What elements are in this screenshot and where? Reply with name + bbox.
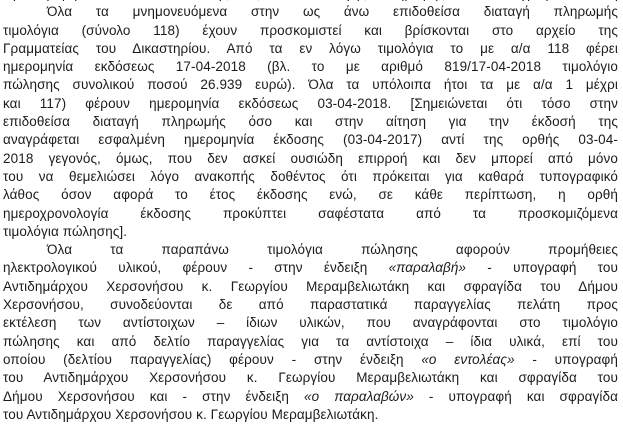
text-segment: Όλα τα μνημονευόμενα στην ως άνω επιδοθείσα διαταγή πληρωμής bbox=[47, 4, 618, 20]
text-segment: πώλησης και από δελτίο παραγγελίας για τα αντίστοιχα – ίδια υλικά, επί του bbox=[3, 333, 618, 349]
text-segment bbox=[3, 0, 618, 1]
document-text-block bbox=[3, 0, 618, 424]
text-segment: 2018 γεγονός, όμως, που δεν ασκεί ουσιώδη επιρροή και δεν μπορεί από μόνο bbox=[3, 150, 618, 166]
paragraph-1-line-2 bbox=[3, 22, 618, 40]
text-segment: Αντιδημάρχου Χερσονήσου κ. Γεωργίου Μεραμβελιωτάκη και σφραγίδα του Δήμου bbox=[3, 278, 618, 294]
text-segment: τιμολόγια (σύνολο 118) έχουν προσκομιστεί και βρίσκονται στο αρχείο της bbox=[3, 22, 618, 38]
text-segment: του να θεμελιώσει λόγο ανακοπής δοθέντος ότι πρόκειται για καθαρά τυπογραφικό bbox=[3, 168, 618, 184]
paragraph-2-line-8 bbox=[3, 369, 618, 387]
text-segment: Γραμματείας του Δικαστηρίου. Από τα εν λόγω τιμολόγια το με α/α 118 φέρει bbox=[3, 40, 618, 56]
paragraph-1-line-6 bbox=[3, 95, 618, 113]
text-segment: Δήμου Χερσονήσου και - στην ένδειξη bbox=[3, 388, 305, 404]
paragraph-1-line-12 bbox=[3, 205, 618, 223]
text-segment: πώλησης συνολικού ποσού 26.939 ευρώ). Όλα τα υπόλοιπα ήτοι τα με α/α 1 μέχρι bbox=[3, 77, 618, 93]
text-segment: Όλα τα παραπάνω τιμολόγια πώλησης αφορούν προμήθειες bbox=[47, 242, 618, 258]
text-segment: τιμολόγια πώλησης]. bbox=[3, 223, 128, 239]
text-segment: ημεροχρονολογία έκδοσης προκύπτει σαφέστατα από τα προσκομιζόμενα bbox=[3, 205, 618, 221]
italic-quoted-phrase: «παραλαβή» bbox=[388, 260, 467, 276]
text-segment: ημερομηνία εκδόσεως 17-04-2018 (βλ. το με αριθμό 819/17-04-2018 τιμολόγιο bbox=[3, 59, 618, 75]
paragraph-1-line-1 bbox=[3, 3, 618, 21]
paragraph-1-line-7 bbox=[3, 113, 618, 131]
text-segment: Χερσονήσου, συνοδεύονται δε από παραστατικά παραγγελίας πελάτη προς bbox=[3, 297, 618, 313]
text-segment: - υπογραφή bbox=[514, 351, 618, 367]
paragraph-1-line-10 bbox=[3, 168, 618, 186]
paragraph-1-line-5 bbox=[3, 76, 618, 94]
paragraph-2-line-10 bbox=[3, 406, 618, 424]
text-segment: - υπογραφή και σφραγίδα bbox=[413, 388, 618, 404]
paragraph-2-line-5 bbox=[3, 314, 618, 332]
text-segment: αναγράφεται εσφαλμένη ημερομηνία έκδοσης (03-04-2017) αντί της ορθής 03-04- bbox=[3, 132, 618, 148]
text-segment: ηλεκτρολογικού υλικού, φέρουν - στην ένδειξη bbox=[3, 260, 389, 276]
text-segment: λάθος όσον αφορά το έτος έκδοσης ενώ, σε κάθε περίπτωση, η ορθή bbox=[3, 187, 618, 203]
paragraph-1-line-9 bbox=[3, 150, 618, 168]
paragraph-2-line-2 bbox=[3, 259, 618, 277]
text-segment: του Αντιδημάρχου Χερσονήσου κ. Γεωργίου Μεραμβελιωτάκη. bbox=[3, 406, 379, 422]
text-segment: οποίου (δελτίου παραγγελίας) φέρουν - στην ένδειξη bbox=[3, 351, 422, 367]
paragraph-2-line-7 bbox=[3, 351, 618, 369]
text-segment: του Αντιδημάρχου Χερσονήσου κ. Γεωργίου Μεραμβελιωτάκη και σφραγίδα του bbox=[3, 370, 618, 386]
paragraph-1-line-11 bbox=[3, 186, 618, 204]
paragraph-2-line-6 bbox=[3, 333, 618, 351]
paragraph-1-line-8 bbox=[3, 131, 618, 149]
paragraph-2-line-1 bbox=[3, 241, 618, 259]
paragraph-1-line-4 bbox=[3, 58, 618, 76]
paragraph-2-line-4 bbox=[3, 296, 618, 314]
paragraph-1-line-3 bbox=[3, 40, 618, 58]
text-segment: - υπογραφή του bbox=[466, 260, 619, 276]
text-segment: και 117) φέρουν ημερομηνία εκδόσεως 03-04-2018. [Σημειώνεται ότι τόσο στην bbox=[3, 95, 618, 111]
paragraph-2-line-9 bbox=[3, 388, 618, 406]
paragraph-1-line-13 bbox=[3, 223, 618, 241]
text-segment: επιδοθείσα διαταγή πληρωμής όσο και στην αίτηση για την έκδοσή της bbox=[3, 114, 618, 130]
italic-quoted-phrase: «ο παραλαβών» bbox=[304, 388, 414, 404]
italic-quoted-phrase: «ο εντολέας» bbox=[421, 351, 515, 367]
paragraph-2-line-3 bbox=[3, 278, 618, 296]
text-segment: εκτέλεση των αντίστοιχων – ίδιων υλικών, που αναγράφονται στο τιμολόγιο bbox=[3, 315, 618, 331]
